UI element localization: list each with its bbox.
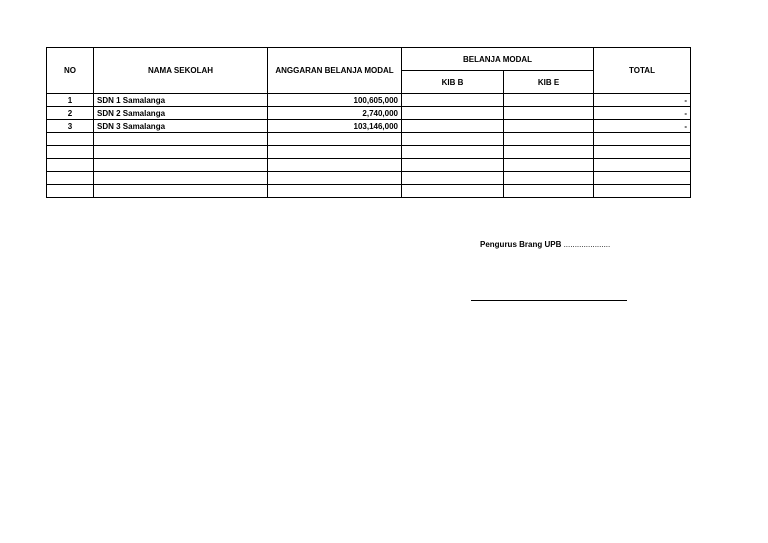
cell-total xyxy=(594,159,691,172)
header-kib-e: KIB E xyxy=(504,71,594,94)
table-row xyxy=(47,185,691,198)
cell-anggaran: 100,605,000 xyxy=(268,94,402,107)
cell-no xyxy=(47,133,94,146)
table-row xyxy=(47,133,691,146)
cell-kib-e xyxy=(504,172,594,185)
cell-total xyxy=(594,133,691,146)
cell-kib-b xyxy=(402,159,504,172)
cell-kib-e xyxy=(504,133,594,146)
cell-nama: SDN 1 Samalanga xyxy=(94,94,268,107)
table-row xyxy=(47,146,691,159)
cell-no xyxy=(47,146,94,159)
cell-no xyxy=(47,185,94,198)
cell-kib-e xyxy=(504,120,594,133)
cell-kib-e xyxy=(504,146,594,159)
table-row xyxy=(47,94,691,107)
cell-kib-b xyxy=(402,120,504,133)
cell-anggaran xyxy=(268,185,402,198)
cell-kib-b xyxy=(402,107,504,120)
cell-anggaran xyxy=(268,146,402,159)
signature-dots: ..................... xyxy=(563,240,611,249)
cell-kib-e xyxy=(504,107,594,120)
cell-nama: SDN 2 Samalanga xyxy=(94,107,268,120)
table-row xyxy=(47,120,691,133)
signature-line xyxy=(471,300,627,301)
cell-anggaran: 103,146,000 xyxy=(268,120,402,133)
header-kib-b: KIB B xyxy=(402,71,504,94)
header-belanja-modal: BELANJA MODAL xyxy=(402,48,594,71)
cell-kib-b xyxy=(402,133,504,146)
cell-nama xyxy=(94,133,268,146)
signature-label: Pengurus Brang UPB xyxy=(480,240,562,249)
cell-total: - xyxy=(594,120,691,133)
cell-nama xyxy=(94,159,268,172)
signature-block xyxy=(480,240,610,249)
cell-anggaran xyxy=(268,159,402,172)
cell-nama xyxy=(94,146,268,159)
table-row xyxy=(47,159,691,172)
cell-total: - xyxy=(594,94,691,107)
cell-kib-e xyxy=(504,159,594,172)
cell-kib-b xyxy=(402,94,504,107)
table-row xyxy=(47,172,691,185)
cell-no xyxy=(47,172,94,185)
cell-kib-b xyxy=(402,146,504,159)
cell-total xyxy=(594,172,691,185)
table-row xyxy=(47,107,691,120)
cell-no: 3 xyxy=(47,120,94,133)
cell-anggaran: 2,740,000 xyxy=(268,107,402,120)
header-anggaran: ANGGARAN BELANJA MODAL xyxy=(268,48,402,94)
cell-total: - xyxy=(594,107,691,120)
cell-kib-b xyxy=(402,185,504,198)
cell-kib-e xyxy=(504,94,594,107)
header-no: NO xyxy=(47,48,94,94)
cell-no: 1 xyxy=(47,94,94,107)
cell-kib-e xyxy=(504,185,594,198)
cell-nama: SDN 3 Samalanga xyxy=(94,120,268,133)
cell-total xyxy=(594,185,691,198)
cell-kib-b xyxy=(402,172,504,185)
cell-anggaran xyxy=(268,172,402,185)
header-nama-sekolah: NAMA SEKOLAH xyxy=(94,48,268,94)
belanja-modal-table xyxy=(46,47,691,198)
cell-total xyxy=(594,146,691,159)
cell-no: 2 xyxy=(47,107,94,120)
header-total: TOTAL xyxy=(594,48,691,94)
cell-nama xyxy=(94,172,268,185)
cell-anggaran xyxy=(268,133,402,146)
cell-nama xyxy=(94,185,268,198)
cell-no xyxy=(47,159,94,172)
